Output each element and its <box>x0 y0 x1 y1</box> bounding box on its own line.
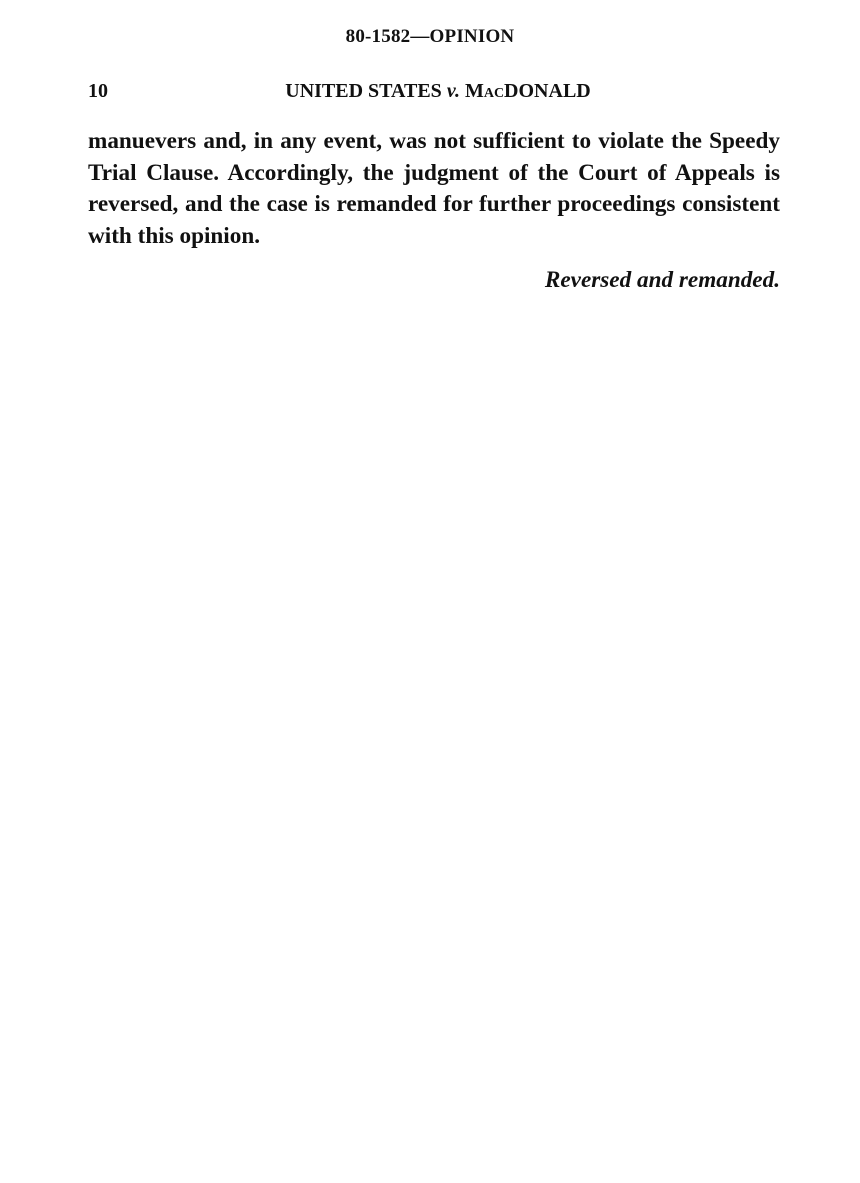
case-party-1: UNITED STATES <box>285 80 442 102</box>
page-number: 10 <box>88 80 108 102</box>
running-head <box>88 80 780 106</box>
case-party-2: MacDONALD <box>464 80 591 102</box>
case-versus: v. <box>446 80 460 102</box>
opinion-paragraph: manuevers and, in any event, was not sufficient to violate the Speedy Trial Clause. Accordingly, the judgment of the Court of Appeals is reversed, and the case is remanded for further proceedings consistent with this opinion. <box>88 128 780 249</box>
disposition: Reversed and remanded. <box>544 267 780 293</box>
docket-number: 80-1582—OPINION <box>345 26 515 47</box>
case-title <box>88 80 780 103</box>
